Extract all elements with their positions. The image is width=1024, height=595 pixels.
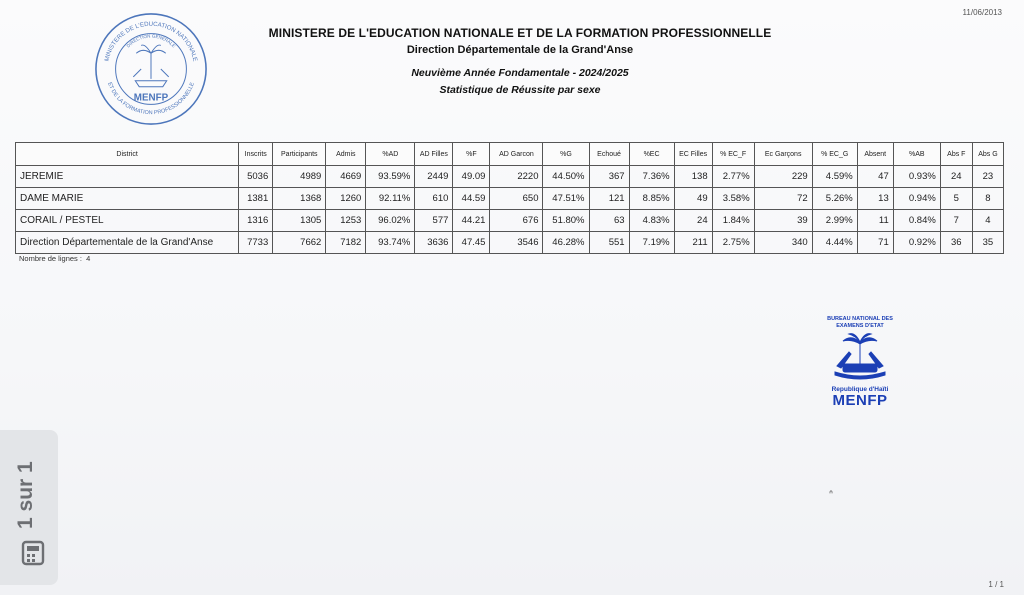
district-cell: Direction Départementale de la Grand'Anse xyxy=(16,232,239,254)
value-cell: 1253 xyxy=(326,210,366,232)
column-header: Participants xyxy=(273,143,326,166)
value-cell: 0.93% xyxy=(893,166,940,188)
value-cell: 4 xyxy=(972,210,1003,232)
value-cell: 72 xyxy=(754,188,812,210)
value-cell: 3636 xyxy=(415,232,453,254)
value-cell: 2449 xyxy=(415,166,453,188)
column-header: %AD xyxy=(366,143,415,166)
value-cell: 138 xyxy=(674,166,712,188)
value-cell: 46.28% xyxy=(543,232,589,254)
value-cell: 44.21 xyxy=(453,210,490,232)
table-body xyxy=(16,166,1004,254)
column-header: %EC xyxy=(629,143,674,166)
column-header: Admis xyxy=(326,143,366,166)
value-cell: 551 xyxy=(589,232,629,254)
table-header-row xyxy=(16,143,1004,166)
stamp-republic: Republique d'Haïti xyxy=(831,386,889,393)
seal-inner-text: DIRECTION GENERALE xyxy=(125,33,177,49)
value-cell: 7.36% xyxy=(629,166,674,188)
value-cell: 610 xyxy=(415,188,453,210)
value-cell: 44.50% xyxy=(543,166,589,188)
value-cell: 44.59 xyxy=(453,188,490,210)
value-cell: 63 xyxy=(589,210,629,232)
value-cell: 2.75% xyxy=(712,232,754,254)
value-cell: 8 xyxy=(972,188,1003,210)
value-cell: 4.83% xyxy=(629,210,674,232)
column-header: %F xyxy=(453,143,490,166)
value-cell: 47 xyxy=(857,166,893,188)
value-cell: 4989 xyxy=(273,166,326,188)
value-cell: 7.19% xyxy=(629,232,674,254)
value-cell: 1.84% xyxy=(712,210,754,232)
column-header: EC Filles xyxy=(674,143,712,166)
ministry-title: MINISTERE DE L'EDUCATION NATIONALE ET DE LA FORMATION PROFESSIONNELLE xyxy=(268,26,772,40)
value-cell: 229 xyxy=(754,166,812,188)
value-cell: 4669 xyxy=(326,166,366,188)
column-header: %AB xyxy=(893,143,940,166)
value-cell: 2.99% xyxy=(812,210,857,232)
value-cell: 0.92% xyxy=(893,232,940,254)
value-cell: 35 xyxy=(972,232,1003,254)
value-cell: 39 xyxy=(754,210,812,232)
district-cell: JEREMIE xyxy=(16,166,239,188)
value-cell: 4.59% xyxy=(812,166,857,188)
official-stamp xyxy=(815,316,905,409)
value-cell: 49.09 xyxy=(453,166,490,188)
value-cell: 5036 xyxy=(239,166,273,188)
value-cell: 47.51% xyxy=(543,188,589,210)
table-row xyxy=(16,232,1004,254)
value-cell: 0.84% xyxy=(893,210,940,232)
direction-title: Direction Départementale de la Grand'Anse xyxy=(406,44,634,56)
value-cell: 650 xyxy=(490,188,543,210)
table-row xyxy=(16,210,1004,232)
value-cell: 96.02% xyxy=(366,210,415,232)
district-cell: DAME MARIE xyxy=(16,188,239,210)
report-title: Statistique de Réussite par sexe xyxy=(439,84,601,96)
value-cell: 71 xyxy=(857,232,893,254)
value-cell: 36 xyxy=(940,232,972,254)
column-header: AD Garcon xyxy=(490,143,543,166)
table-row xyxy=(16,188,1004,210)
value-cell: 47.45 xyxy=(453,232,490,254)
value-cell: 24 xyxy=(674,210,712,232)
coat-of-arms-icon xyxy=(829,330,891,380)
value-cell: 1368 xyxy=(273,188,326,210)
value-cell: 1260 xyxy=(326,188,366,210)
row-count xyxy=(19,254,90,263)
ministry-seal-icon xyxy=(92,10,210,128)
value-cell: 3.58% xyxy=(712,188,754,210)
page-count: 1 / 1 xyxy=(988,580,1004,589)
value-cell: 4.44% xyxy=(812,232,857,254)
stamp-line-2: EXAMENS D'ETAT xyxy=(836,323,884,329)
value-cell: 1316 xyxy=(239,210,273,232)
row-count-label: Nombre de lignes : xyxy=(19,254,82,263)
value-cell: 211 xyxy=(674,232,712,254)
value-cell: 49 xyxy=(674,188,712,210)
stamp-brand: MENFP xyxy=(832,392,888,409)
print-date: 11/06/2013 xyxy=(962,8,1002,17)
page-indicator: 1 sur 1 xyxy=(14,461,37,529)
exam-title: Neuvième Année Fondamentale - 2024/2025 xyxy=(411,67,629,79)
value-cell: 2.77% xyxy=(712,166,754,188)
column-header: AD Filles xyxy=(415,143,453,166)
value-cell: 1381 xyxy=(239,188,273,210)
value-cell: 7662 xyxy=(273,232,326,254)
value-cell: 121 xyxy=(589,188,629,210)
column-header: % EC_F xyxy=(712,143,754,166)
calculator-icon[interactable] xyxy=(21,540,45,566)
value-cell: 24 xyxy=(940,166,972,188)
district-cell: CORAIL / PESTEL xyxy=(16,210,239,232)
value-cell: 23 xyxy=(972,166,1003,188)
value-cell: 93.74% xyxy=(366,232,415,254)
column-header: %G xyxy=(543,143,589,166)
results-table xyxy=(15,142,1004,254)
table-row xyxy=(16,166,1004,188)
value-cell: 577 xyxy=(415,210,453,232)
value-cell: 5.26% xyxy=(812,188,857,210)
value-cell: 5 xyxy=(940,188,972,210)
palm-tree-emblem-icon xyxy=(133,45,168,87)
column-header: Inscrits xyxy=(239,143,273,166)
value-cell: 676 xyxy=(490,210,543,232)
value-cell: 0.94% xyxy=(893,188,940,210)
column-header: Ec Garçons xyxy=(754,143,812,166)
seal-top-text: MINISTERE DE L'EDUCATION NATIONALE xyxy=(103,20,199,63)
value-cell: 340 xyxy=(754,232,812,254)
column-header: Absent xyxy=(857,143,893,166)
value-cell: 11 xyxy=(857,210,893,232)
value-cell: 51.80% xyxy=(543,210,589,232)
column-header: District xyxy=(16,143,239,166)
column-header: Abs F xyxy=(940,143,972,166)
value-cell: 1305 xyxy=(273,210,326,232)
pen-mark: ᐢ xyxy=(829,489,833,500)
value-cell: 367 xyxy=(589,166,629,188)
seal-brand: MENFP xyxy=(133,92,169,104)
value-cell: 7733 xyxy=(239,232,273,254)
column-header: % EC_G xyxy=(812,143,857,166)
value-cell: 7182 xyxy=(326,232,366,254)
value-cell: 92.11% xyxy=(366,188,415,210)
column-header: Abs G xyxy=(972,143,1003,166)
svg-text:DIRECTION GENERALE xyxy=(126,34,177,49)
seal-bottom-text: ET DE LA FORMATION PROFESSIONNELLE xyxy=(106,81,196,117)
value-cell: 3546 xyxy=(490,232,543,254)
value-cell: 2220 xyxy=(490,166,543,188)
value-cell: 93.59% xyxy=(366,166,415,188)
value-cell: 8.85% xyxy=(629,188,674,210)
stamp-line-1: BUREAU NATIONAL DES xyxy=(827,316,893,322)
value-cell: 13 xyxy=(857,188,893,210)
value-cell: 7 xyxy=(940,210,972,232)
column-header: Echoué xyxy=(589,143,629,166)
row-count-value: 4 xyxy=(86,254,91,263)
